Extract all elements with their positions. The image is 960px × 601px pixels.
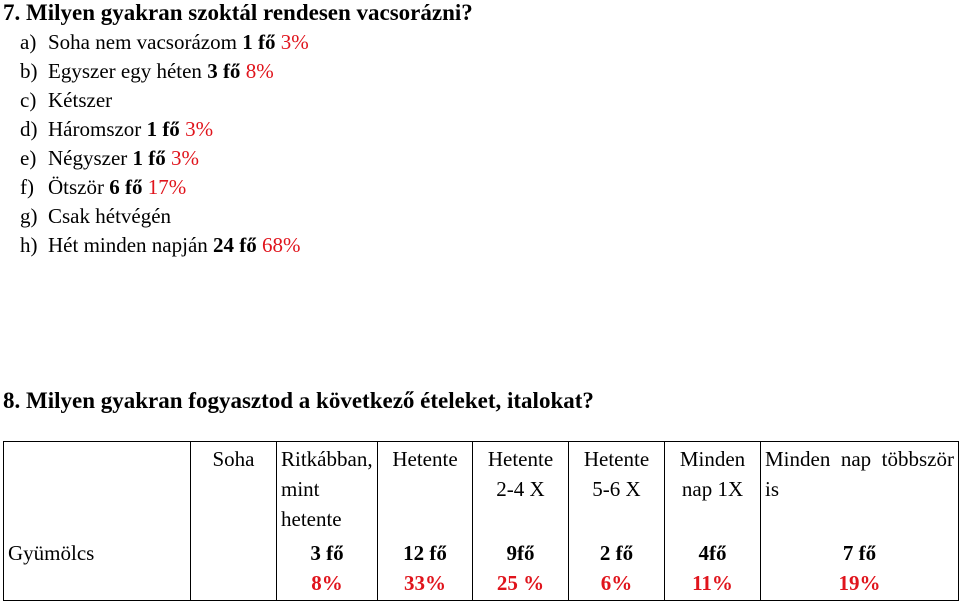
table-cell (569, 536, 665, 601)
frequency-table (3, 441, 959, 601)
table-row (4, 536, 959, 601)
cell-count: 7 fő (842, 541, 877, 565)
header-cell-hetente-2-4: Hetente 2-4 X (473, 442, 569, 537)
table-header-row (4, 442, 959, 537)
answer-c (20, 88, 112, 112)
answer-h (20, 233, 301, 257)
answer-e (20, 146, 199, 170)
answer-d (20, 117, 213, 141)
answer-letter: h) (20, 233, 38, 257)
answer-percent: 3% (185, 117, 214, 141)
header-cell-empty (4, 442, 191, 537)
answer-letter: f) (20, 175, 34, 199)
answer-text: Ötször (48, 175, 104, 199)
table-cell (191, 536, 277, 601)
answer-letter: a) (20, 30, 37, 54)
cell-count: 12 fő (403, 541, 447, 565)
header-cell-ritkabban: Ritkábban, mint hetente (277, 442, 378, 537)
answer-b (20, 59, 274, 83)
cell-count: 4fő (698, 541, 727, 565)
cell-count: 2 fő (599, 541, 634, 565)
answer-g (20, 204, 171, 228)
answer-count: 3 fő (207, 59, 241, 83)
answer-a (20, 30, 309, 54)
table-cell (277, 536, 378, 601)
cell-percent: 8% (311, 571, 343, 595)
table-cell (761, 536, 959, 601)
header-cell-hetente-5-6: Hetente 5-6 X (569, 442, 665, 537)
answer-text: Egyszer egy héten (48, 59, 202, 83)
answer-count: 24 fő (213, 233, 257, 257)
cell-count: 9fő (506, 541, 535, 565)
answer-percent: 3% (171, 146, 200, 170)
answer-percent: 8% (245, 59, 274, 83)
answer-count: 6 fő (109, 175, 143, 199)
table-cell (378, 536, 473, 601)
table-cell (665, 536, 761, 601)
answer-percent: 17% (147, 175, 187, 199)
cell-percent: 11% (692, 571, 733, 595)
header-cell-hetente: Hetente (378, 442, 473, 537)
header-cell-minden-nap-tobbszor: Minden nap többször is (761, 442, 959, 537)
answer-letter: b) (20, 59, 38, 83)
cell-percent: 19% (838, 571, 881, 595)
answer-text: Háromszor (48, 117, 142, 141)
answer-text: Soha nem vacsorázom (48, 30, 237, 54)
answer-count: 1 fő (132, 146, 166, 170)
question-7-title: 7. Milyen gyakran szoktál rendesen vacsorázni? (3, 0, 473, 25)
answer-letter: g) (20, 204, 38, 228)
cell-count: 3 fő (310, 541, 344, 565)
answer-text: Csak hétvégén (48, 204, 172, 228)
answer-letter: c) (20, 88, 37, 112)
answer-f (20, 175, 186, 199)
answer-count: 1 fő (146, 117, 180, 141)
cell-percent: 33% (404, 571, 446, 595)
row-label: Gyümölcs (4, 536, 191, 601)
answer-percent: 3% (280, 30, 309, 54)
cell-percent: 25 % (496, 571, 545, 595)
table-cell (473, 536, 569, 601)
answer-text: Hét minden napján (48, 233, 208, 257)
answer-count: 1 fő (242, 30, 276, 54)
answer-text: Négyszer (48, 146, 128, 170)
cell-percent: 6% (600, 571, 633, 595)
header-cell-soha: Soha (191, 442, 277, 537)
answer-text: Kétszer (48, 88, 113, 112)
question-8-title: 8. Milyen gyakran fogyasztod a következő ételeket, italokat? (3, 388, 594, 413)
answer-percent: 68% (262, 233, 301, 257)
answer-letter: d) (20, 117, 38, 141)
answer-letter: e) (20, 146, 37, 170)
header-cell-minden-nap-1x: Minden nap 1X (665, 442, 761, 537)
